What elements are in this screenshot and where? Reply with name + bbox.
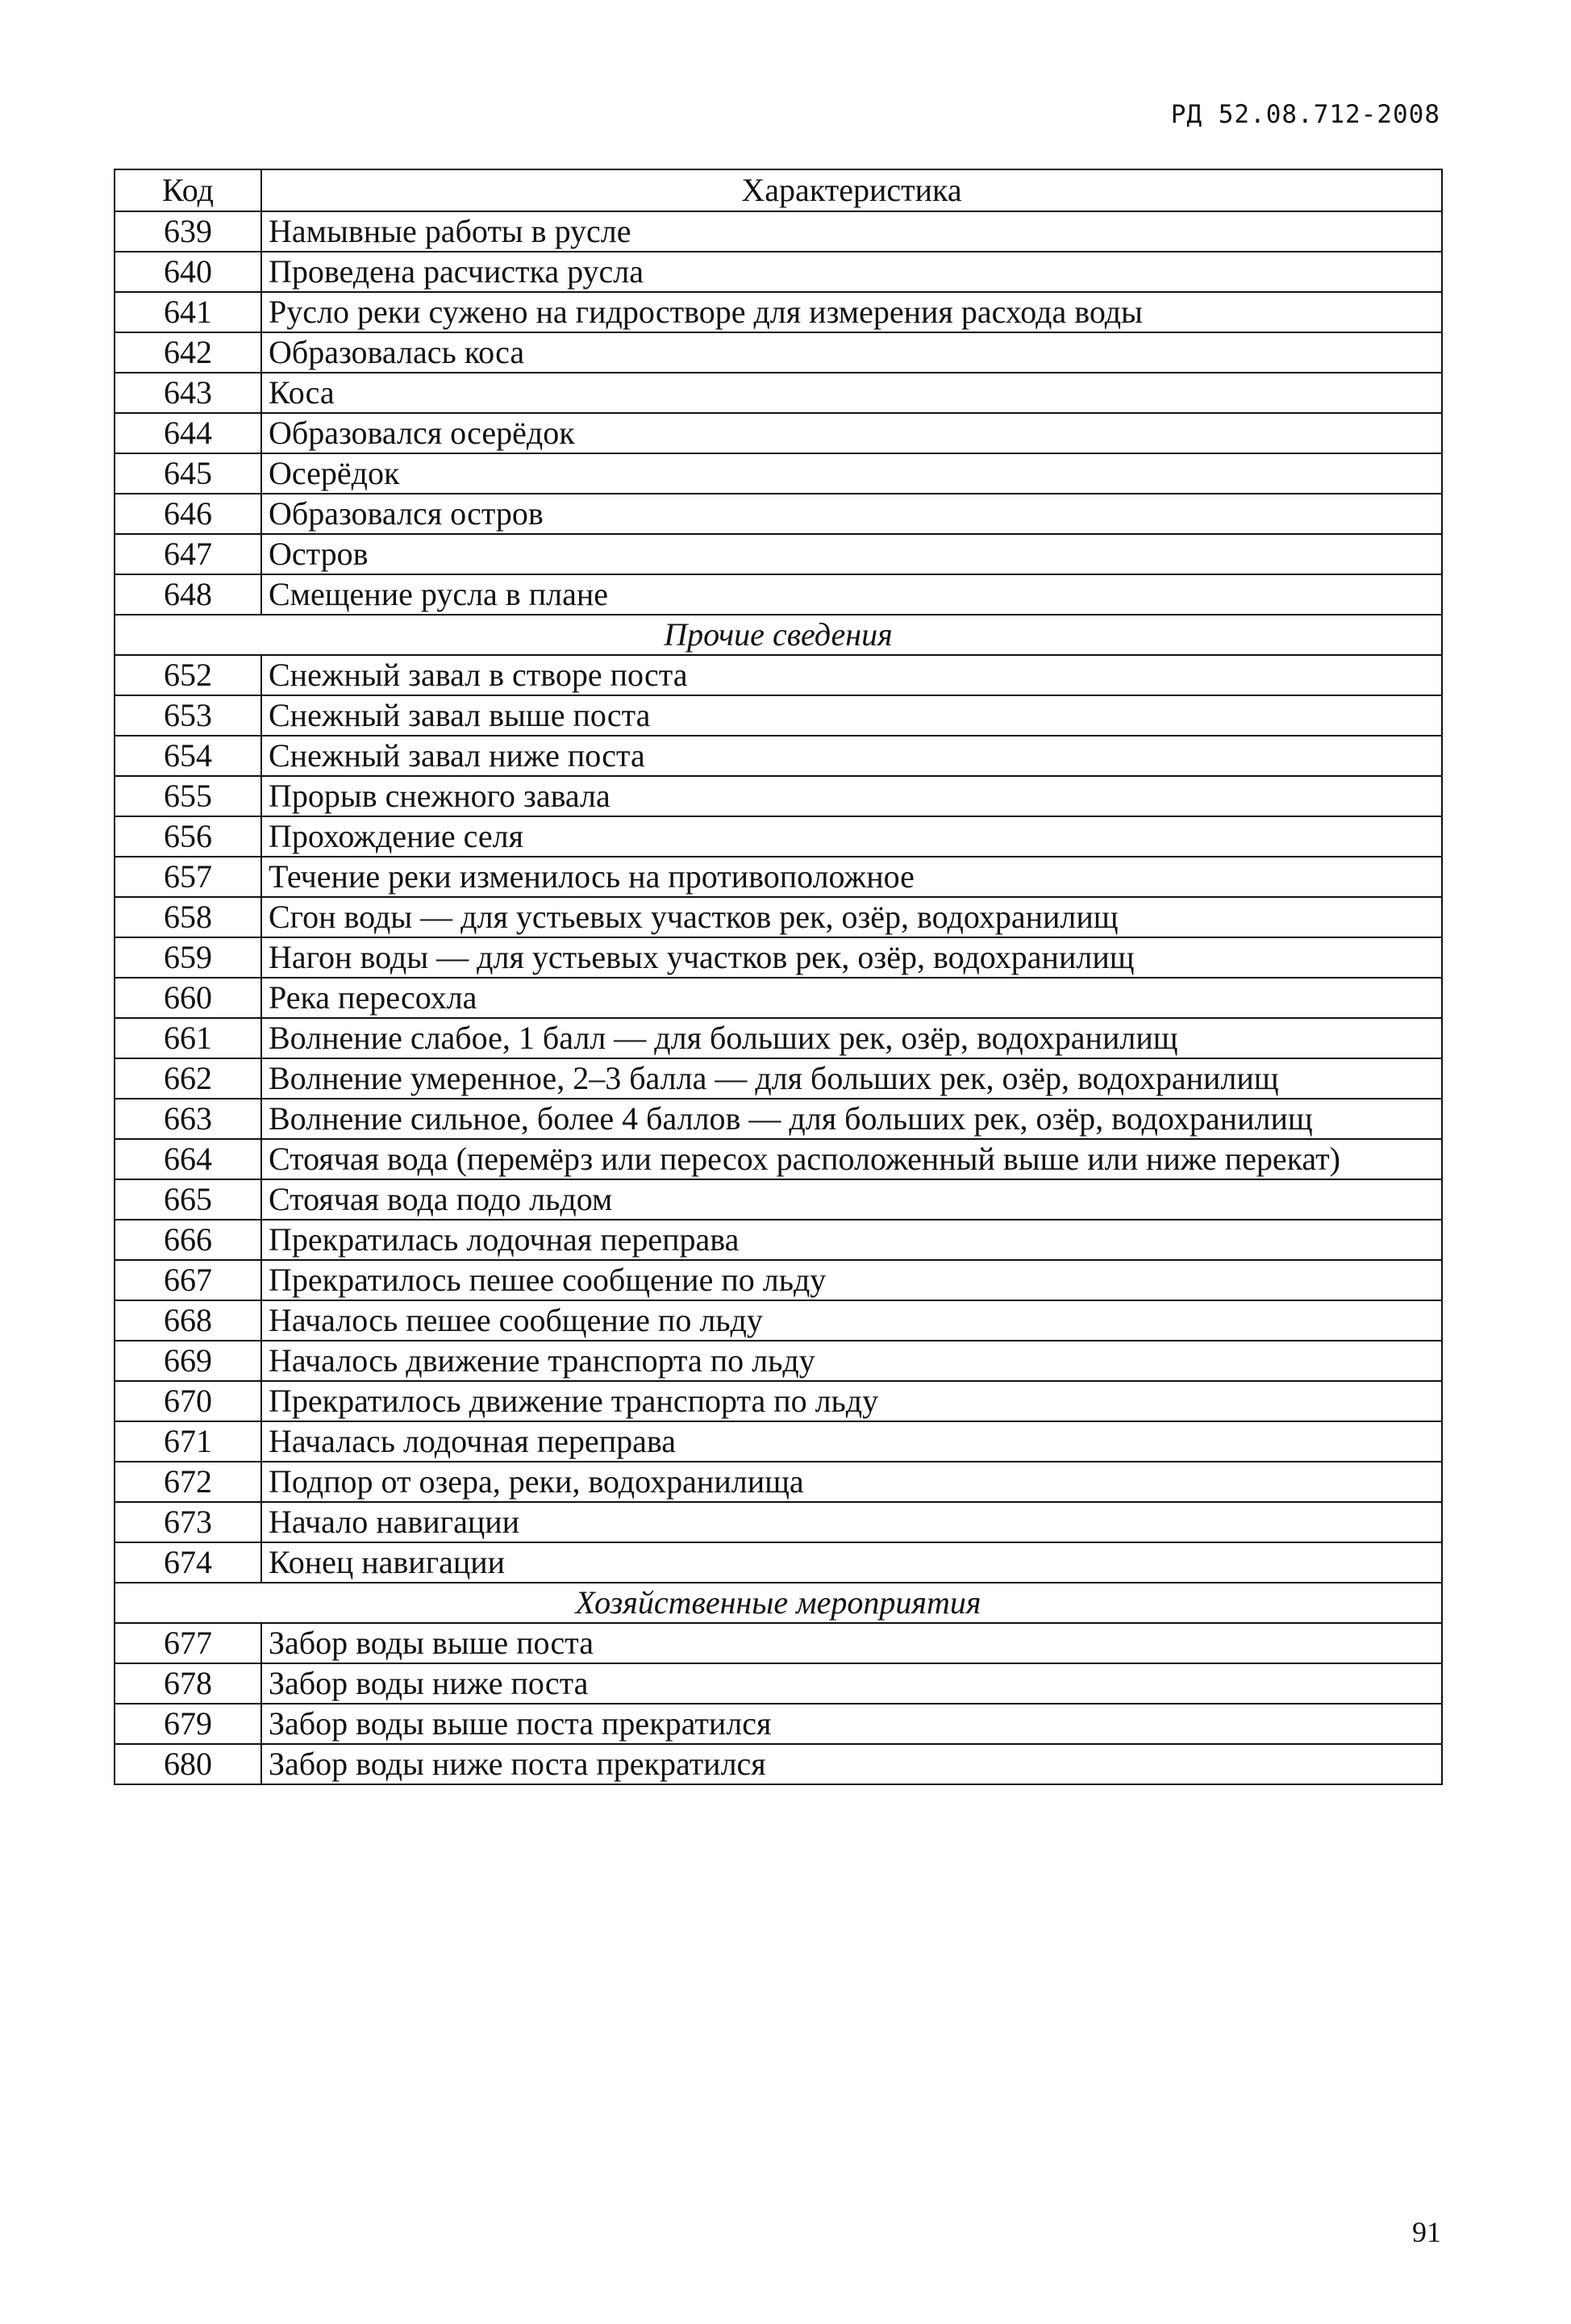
description-cell: Забор воды ниже поста xyxy=(261,1663,1442,1704)
code-cell: 655 xyxy=(115,776,261,816)
code-cell: 674 xyxy=(115,1542,261,1583)
description-cell: Нагон воды — для устьевых участков рек, озёр, водохранилищ xyxy=(261,937,1442,978)
table-row xyxy=(115,332,1442,373)
table-row xyxy=(115,1421,1442,1462)
table-row xyxy=(115,1179,1442,1220)
code-cell: 639 xyxy=(115,211,261,252)
table-row xyxy=(115,897,1442,937)
table-row xyxy=(115,413,1442,453)
codes-table xyxy=(114,169,1443,1785)
page-number: 91 xyxy=(1412,2216,1441,2248)
table-row xyxy=(115,816,1442,857)
description-cell: Подпор от озера, реки, водохранилища xyxy=(261,1462,1442,1502)
code-cell: 659 xyxy=(115,937,261,978)
description-cell: Русло реки сужено на гидростворе для измерения расхода воды xyxy=(261,292,1442,332)
section-title: Хозяйственные мероприятия xyxy=(115,1583,1442,1623)
description-cell: Волнение умеренное, 2–3 балла — для больших рек, озёр, водохранилищ xyxy=(261,1058,1442,1099)
document-code: РД 52.08.712-2008 xyxy=(1170,100,1440,129)
description-cell: Прохождение селя xyxy=(261,816,1442,857)
description-cell: Течение реки изменилось на противоположное xyxy=(261,857,1442,897)
code-cell: 643 xyxy=(115,373,261,413)
table-row xyxy=(115,1099,1442,1139)
table-row xyxy=(115,453,1442,494)
table-row xyxy=(115,1542,1442,1583)
description-cell: Проведена расчистка русла xyxy=(261,252,1442,292)
code-cell: 658 xyxy=(115,897,261,937)
table-row xyxy=(115,292,1442,332)
table-row xyxy=(115,1260,1442,1300)
table-row xyxy=(115,1704,1442,1744)
code-cell: 653 xyxy=(115,695,261,736)
table-row xyxy=(115,252,1442,292)
code-cell: 648 xyxy=(115,574,261,615)
code-cell: 647 xyxy=(115,534,261,574)
description-cell: Образовалась коса xyxy=(261,332,1442,373)
code-cell: 673 xyxy=(115,1502,261,1542)
description-cell: Конец навигации xyxy=(261,1542,1442,1583)
description-cell: Остров xyxy=(261,534,1442,574)
description-cell: Началось движение транспорта по льду xyxy=(261,1341,1442,1381)
code-cell: 666 xyxy=(115,1220,261,1260)
description-cell: Коса xyxy=(261,373,1442,413)
table-body xyxy=(115,211,1442,1784)
code-cell: 665 xyxy=(115,1179,261,1220)
table-row xyxy=(115,736,1442,776)
code-cell: 668 xyxy=(115,1300,261,1341)
table-row xyxy=(115,1018,1442,1058)
description-cell: Река пересохла xyxy=(261,978,1442,1018)
code-cell: 680 xyxy=(115,1744,261,1784)
code-cell: 671 xyxy=(115,1421,261,1462)
code-cell: 652 xyxy=(115,655,261,695)
description-cell: Сгон воды — для устьевых участков рек, озёр, водохранилищ xyxy=(261,897,1442,937)
description-cell: Осерёдок xyxy=(261,453,1442,494)
code-cell: 661 xyxy=(115,1018,261,1058)
description-cell: Образовался осерёдок xyxy=(261,413,1442,453)
description-cell: Стоячая вода (перемёрз или пересох расположенный выше или ниже перекат) xyxy=(261,1139,1442,1179)
table-row xyxy=(115,978,1442,1018)
table-row xyxy=(115,574,1442,615)
table-header-row xyxy=(115,169,1442,211)
description-cell: Забор воды выше поста xyxy=(261,1623,1442,1663)
description-cell: Снежный завал в створе поста xyxy=(261,655,1442,695)
table-row xyxy=(115,695,1442,736)
code-cell: 677 xyxy=(115,1623,261,1663)
code-cell: 642 xyxy=(115,332,261,373)
section-row xyxy=(115,1583,1442,1623)
code-cell: 669 xyxy=(115,1341,261,1381)
description-cell: Забор воды выше поста прекратился xyxy=(261,1704,1442,1744)
code-cell: 656 xyxy=(115,816,261,857)
column-header-description: Характеристика xyxy=(261,169,1442,211)
table-row xyxy=(115,1139,1442,1179)
table-row xyxy=(115,776,1442,816)
section-title: Прочие сведения xyxy=(115,615,1442,655)
table-row xyxy=(115,857,1442,897)
table-row xyxy=(115,1381,1442,1421)
table-row xyxy=(115,1058,1442,1099)
column-header-code: Код xyxy=(115,169,261,211)
code-cell: 654 xyxy=(115,736,261,776)
table-row xyxy=(115,1502,1442,1542)
code-cell: 672 xyxy=(115,1462,261,1502)
description-cell: Снежный завал ниже поста xyxy=(261,736,1442,776)
table-row xyxy=(115,1341,1442,1381)
code-cell: 670 xyxy=(115,1381,261,1421)
code-cell: 660 xyxy=(115,978,261,1018)
description-cell: Образовался остров xyxy=(261,494,1442,534)
code-cell: 646 xyxy=(115,494,261,534)
description-cell: Прекратилось движение транспорта по льду xyxy=(261,1381,1442,1421)
table-row xyxy=(115,937,1442,978)
code-cell: 645 xyxy=(115,453,261,494)
code-cell: 678 xyxy=(115,1663,261,1704)
description-cell: Намывные работы в русле xyxy=(261,211,1442,252)
description-cell: Прорыв снежного завала xyxy=(261,776,1442,816)
table-row xyxy=(115,1462,1442,1502)
code-cell: 640 xyxy=(115,252,261,292)
description-cell: Прекратилось пешее сообщение по льду xyxy=(261,1260,1442,1300)
code-cell: 662 xyxy=(115,1058,261,1099)
description-cell: Началось пешее сообщение по льду xyxy=(261,1300,1442,1341)
description-cell: Начало навигации xyxy=(261,1502,1442,1542)
code-cell: 663 xyxy=(115,1099,261,1139)
code-cell: 664 xyxy=(115,1139,261,1179)
table-row xyxy=(115,534,1442,574)
description-cell: Волнение слабое, 1 балл — для больших рек, озёр, водохранилищ xyxy=(261,1018,1442,1058)
code-cell: 679 xyxy=(115,1704,261,1744)
code-cell: 657 xyxy=(115,857,261,897)
table-row xyxy=(115,1623,1442,1663)
section-row xyxy=(115,615,1442,655)
description-cell: Смещение русла в плане xyxy=(261,574,1442,615)
table-row xyxy=(115,211,1442,252)
code-cell: 667 xyxy=(115,1260,261,1300)
table-row xyxy=(115,1220,1442,1260)
table-row xyxy=(115,1663,1442,1704)
description-cell: Снежный завал выше поста xyxy=(261,695,1442,736)
table-row xyxy=(115,1300,1442,1341)
table-row xyxy=(115,494,1442,534)
code-cell: 641 xyxy=(115,292,261,332)
table-row xyxy=(115,373,1442,413)
table-row xyxy=(115,655,1442,695)
description-cell: Прекратилась лодочная переправа xyxy=(261,1220,1442,1260)
description-cell: Началась лодочная переправа xyxy=(261,1421,1442,1462)
description-cell: Волнение сильное, более 4 баллов — для больших рек, озёр, водохранилищ xyxy=(261,1099,1442,1139)
description-cell: Стоячая вода подо льдом xyxy=(261,1179,1442,1220)
table-row xyxy=(115,1744,1442,1784)
description-cell: Забор воды ниже поста прекратился xyxy=(261,1744,1442,1784)
code-cell: 644 xyxy=(115,413,261,453)
